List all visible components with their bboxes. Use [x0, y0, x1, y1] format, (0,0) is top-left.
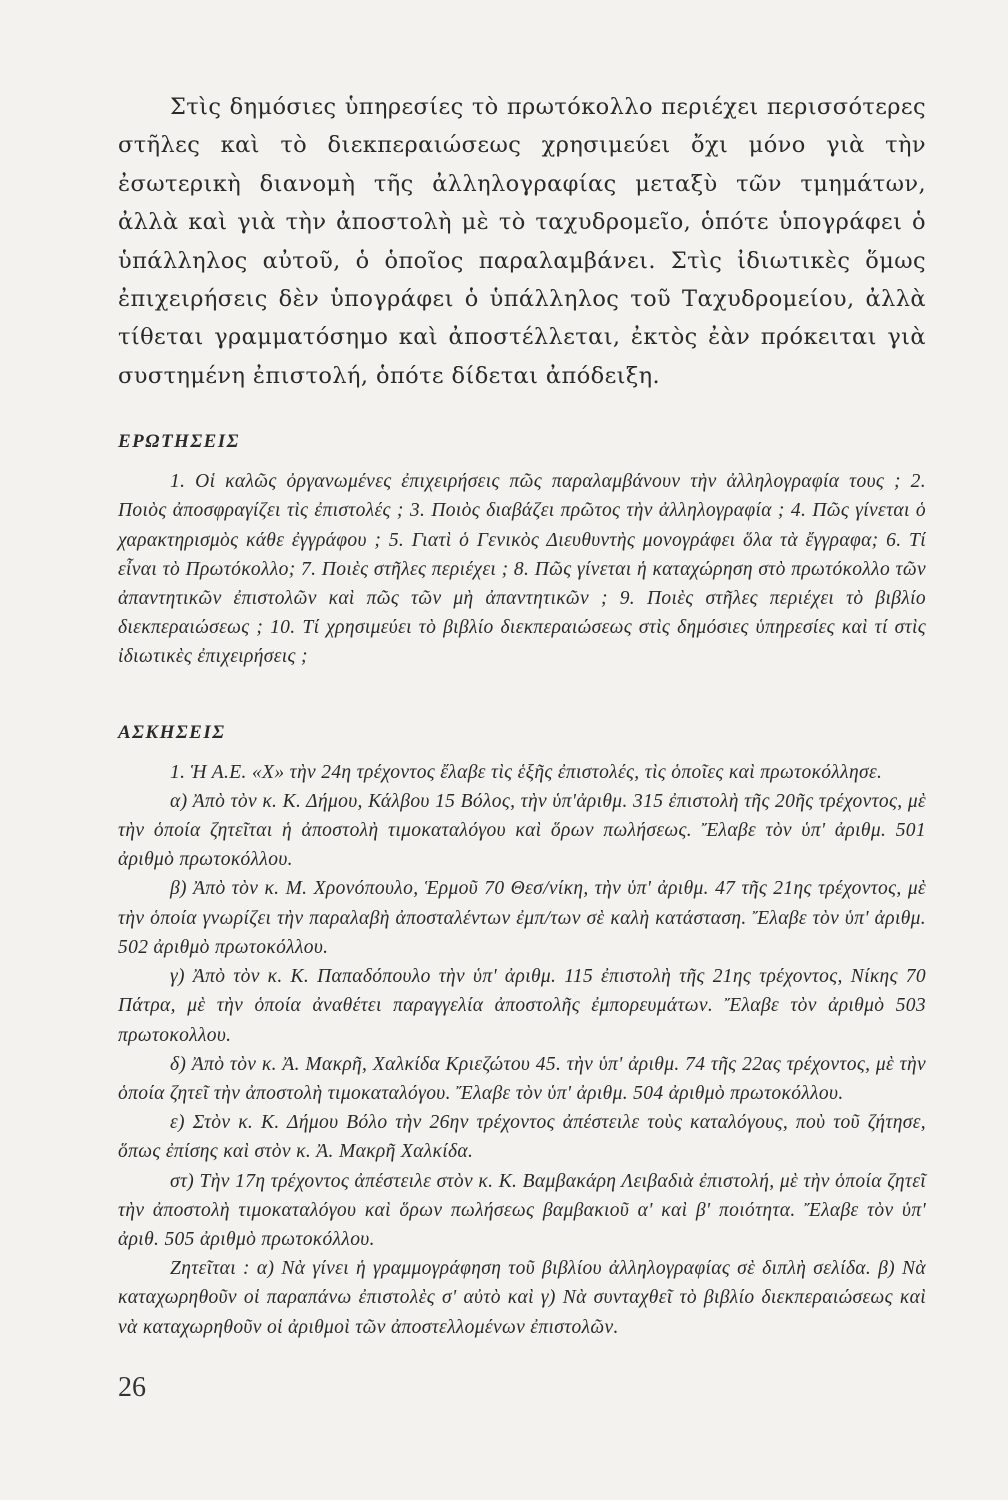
exercise-paragraph: β) Ἀπὸ τὸν κ. Μ. Χρονόπουλο, Ἑρμοῦ 70 Θεσ/νίκη, τὴν ὑπ' ἀριθμ. 47 τῆς 21ης τρέχοντος, μὲ τὴν ὁποία γνωρίζει τὴν παραλαβὴ ἀποσταλέντων ἐμπ/των σὲ καλὴ κατάσταση. Ἔλαβε τὸν ὑπ' ἀριθμ. 502 ἀριθμὸ πρωτοκόλλου. — [118, 878, 926, 958]
exercise-paragraph: ε) Στὸν κ. Κ. Δήμου Βόλο τὴν 26ην τρέχοντος ἀπέστειλε τοὺς καταλόγους, ποὺ τοῦ ζήτησε, ὅπως ἐπίσης καὶ στὸν κ. Ἀ. Μακρῆ Χαλκίδα. — [118, 1112, 926, 1163]
exercise-paragraph: στ) Τὴν 17η τρέχοντος ἀπέστειλε στὸν κ. Κ. Βαμβακάρη Λειβαδιὰ ἐπιστολή, μὲ τὴν ὁποία ζητεῖ τὴν ἀποστολὴ τιμοκαταλόγου καὶ ὅρων πωλήσεως βαμβακιοῦ α' καὶ β' ποιότητα. Ἔλαβε τὸν ὑπ' ἀριθ. 505 ἀριθμὸ πρωτοκόλλου. — [118, 1170, 926, 1250]
exercise-paragraph: 1. Ἡ Α.Ε. «Χ» τὴν 24η τρέχοντος ἔλαβε τὶς ἑξῆς ἐπιστολές, τὶς ὁποῖες καὶ πρωτοκόλλησε. — [170, 761, 883, 783]
page-number: 26 — [118, 1372, 146, 1403]
exercises-section — [118, 758, 926, 1342]
intro-section — [118, 88, 926, 395]
exercise-paragraph: Ζητεῖται : α) Νὰ γίνει ἡ γραμμογράφηση τοῦ βιβλίου ἀλληλογραφίας σὲ διπλὴ σελίδα. β) Νὰ καταχωρηθοῦν οἱ παραπάνω ἐπιστολὲς σ' αὐτὸ καὶ γ) Νὰ συνταχθεῖ τὸ βιβλίο διεκπεραιώσεως καὶ νὰ καταχωρηθοῦν οἱ ἀριθμοὶ τῶν ἀποστελλομένων ἐπιστολῶν. — [118, 1258, 926, 1338]
exercise-paragraph: δ) Ἀπὸ τὸν κ. Ἀ. Μακρῆ, Χαλκίδα Κριεζώτου 45. τὴν ὑπ' ἀριθμ. 74 τῆς 22ας τρέχοντος, μὲ τὴν ὁποία ζητεῖ τὴν ἀποστολὴ τιμοκαταλόγου. Ἔλαβε τὸν ὑπ' ἀριθμ. 504 ἀριθμὸ πρωτοκόλλου. — [118, 1053, 926, 1104]
intro-paragraph: Στὶς δημόσιες ὑπηρεσίες τὸ πρωτόκολλο περιέχει περισσότερες στῆλες καὶ τὸ διεκπεραιώσεως χρησιμεύει ὄχι μόνο γιὰ τὴν ἐσωτερικὴ διανομὴ τῆς ἀλληλογραφίας μεταξὺ τῶν τμημάτων, ἀλλὰ καὶ γιὰ τὴν ἀποστολὴ μὲ τὸ ταχυδρομεῖο, ὁπότε ὑπογράφει ὁ ὑπάλληλος αὐτοῦ, ὁ ὁποῖος παραλαμβάνει. Στὶς ἰδιωτικὲς ὅμως ἐπιχειρήσεις δὲν ὑπογράφει ὁ ὑπάλληλος τοῦ Ταχυδρομείου, ἀλλὰ τίθεται γραμματόσημο καὶ ἀποστέλλεται, ἐκτὸς ἐὰν πρόκειται γιὰ συστημένη ἐπιστολή, ὁπότε δίδεται ἀπόδειξη. — [118, 94, 926, 389]
questions-paragraph: 1. Οἱ καλῶς ὀργανωμένες ἐπιχειρήσεις πῶς παραλαμβάνουν τὴν ἀλληλογραφία τους ; 2. Ποιὸς ἀποσφραγίζει τὶς ἐπιστολές ; 3. Ποιὸς διαβάζει πρῶτος τὴν ἀλληλογραφία ; 4. Πῶς γίνεται ὁ χαρακτηρισμὸς κάθε ἐγγράφου ; 5. Γιατὶ ὁ Γενικὸς Διευθυντὴς μονογράφει ὅλα τὰ ἔγγραφα; 6. Τί εἶναι τὸ Πρωτόκολλο; 7. Ποιὲς στῆλες περιέχει ; 8. Πῶς γίνεται ἡ καταχώρηση στὸ πρωτόκολλο τῶν ἀπαντητικῶν ἐπιστολῶν καὶ πῶς τῶν μὴ ἀπαντητικῶν ; 9. Ποιὲς στῆλες περιέχει τὸ βιβλίο διεκπεραιώσεως ; 10. Τί χρησιμεύει τὸ βιβλίο διεκπεραιώσεως στὶς δημόσιες ὑπηρεσίες καὶ τί στὶς ἰδιωτικὲς ἐπιχειρήσεις ; — [118, 471, 926, 668]
questions-heading: ΕΡΩΤΗΣΕΙΣ — [118, 431, 240, 453]
exercise-paragraph: α) Ἀπὸ τὸν κ. Κ. Δήμου, Κάλβου 15 Βόλος, τὴν ὑπ'ἀριθμ. 315 ἐπιστολὴ τῆς 20ῆς τρέχοντος, μὲ τὴν ὁποία ζητεῖται ἡ ἀποστολὴ τιμοκαταλόγου καὶ ὅρων πωλήσεως. Ἔλαβε τὸν ὑπ' ἀριθμ. 501 ἀριθμὸ πρωτοκόλλου. — [118, 790, 926, 871]
page-content — [118, 88, 926, 1342]
exercise-paragraph: γ) Ἀπὸ τὸν κ. Κ. Παπαδόπουλο τὴν ὑπ' ἀριθμ. 115 ἐπιστολὴ τῆς 21ης τρέχοντος, Νίκης 70 Πάτρα, μὲ τὴν ὁποία ἀναθέτει παραγγελία ἀποστολῆς ἐμπορευμάτων. Ἔλαβε τὸν ἀριθμὸ 503 πρωτοκολλου. — [118, 966, 926, 1046]
exercises-heading: ΑΣΚΗΣΕΙΣ — [118, 721, 226, 743]
questions-section — [118, 467, 926, 671]
